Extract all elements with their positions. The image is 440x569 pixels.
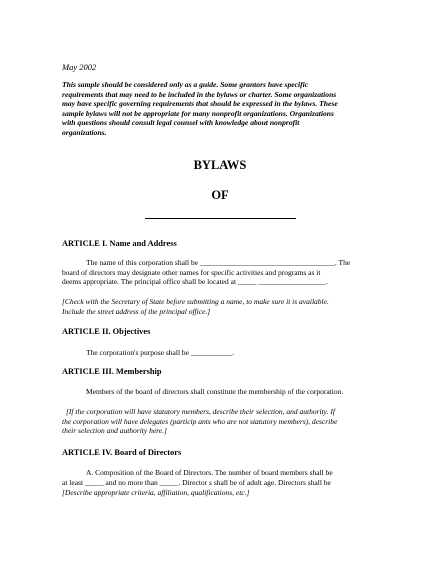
- organization-name-blank-line: [145, 218, 296, 219]
- intro-line: may have specific governing requirements that should be expressed in the bylaws. These: [62, 99, 338, 108]
- intro-line: organizations.: [62, 127, 107, 137]
- article-3-body: Members of the board of directors shall constitute the membership of the corporation.: [86, 387, 344, 396]
- note-line: [If the corporation will have statutory members, describe their selection, and authority. If: [66, 407, 335, 416]
- document-date: May 2002: [62, 62, 97, 72]
- intro-line: sample bylaws will not be appropriate for many nonprofit organizations. Organizations: [62, 108, 334, 118]
- note-line: their selection and authority here.]: [62, 426, 167, 435]
- article-4-note: [Describe appropriate criteria, affiliation, qualifications, etc.]: [62, 488, 250, 497]
- note-line: the corporation will have delegates (particip ants who are not statutory members), describe: [62, 416, 338, 426]
- article-4-body: [62, 468, 333, 487]
- intro-line: requirements that may need to be included in the bylaws or charter. Some organizations: [62, 89, 337, 99]
- body-line: deems appropriate. The principal office shall be located at _____ __________________.: [62, 277, 328, 286]
- intro-line: with questions should consult legal counsel with knowledge about nonprofit: [62, 118, 300, 127]
- article-1-note: [62, 297, 329, 316]
- article-1-heading: ARTICLE I. Name and Address: [62, 239, 177, 248]
- body-line: at least _____ and no more than _____. Director s shall be of adult age. Directors shall be: [62, 477, 331, 487]
- article-3-note: [62, 407, 337, 436]
- article-1-body: [62, 258, 350, 287]
- intro-disclaimer: [62, 80, 338, 137]
- body-line: board of directors may designate other names for specific activities and programs as it: [62, 267, 321, 277]
- article-2-heading: ARTICLE II. Objectives: [62, 327, 151, 336]
- article-4-heading: ARTICLE IV. Board of Directors: [62, 448, 182, 457]
- body-line: The name of this corporation shall be ____________________________________. The: [86, 258, 351, 267]
- document-title-of: OF: [211, 188, 229, 202]
- note-line: Include the street address of the principal office.]: [62, 306, 211, 316]
- body-line: A. Composition of the Board of Directors. The number of board members shall be: [86, 468, 333, 477]
- note-line: [Check with the Secretary of State before submitting a name, to make sure it is available.: [62, 297, 329, 306]
- article-3-heading: ARTICLE III. Membership: [62, 367, 162, 376]
- document-title: BYLAWS: [193, 158, 247, 172]
- article-2-body: The corporation's purpose shall be ___________.: [86, 348, 234, 357]
- intro-line: This sample should be considered only as a guide. Some grantors have specific: [62, 80, 309, 89]
